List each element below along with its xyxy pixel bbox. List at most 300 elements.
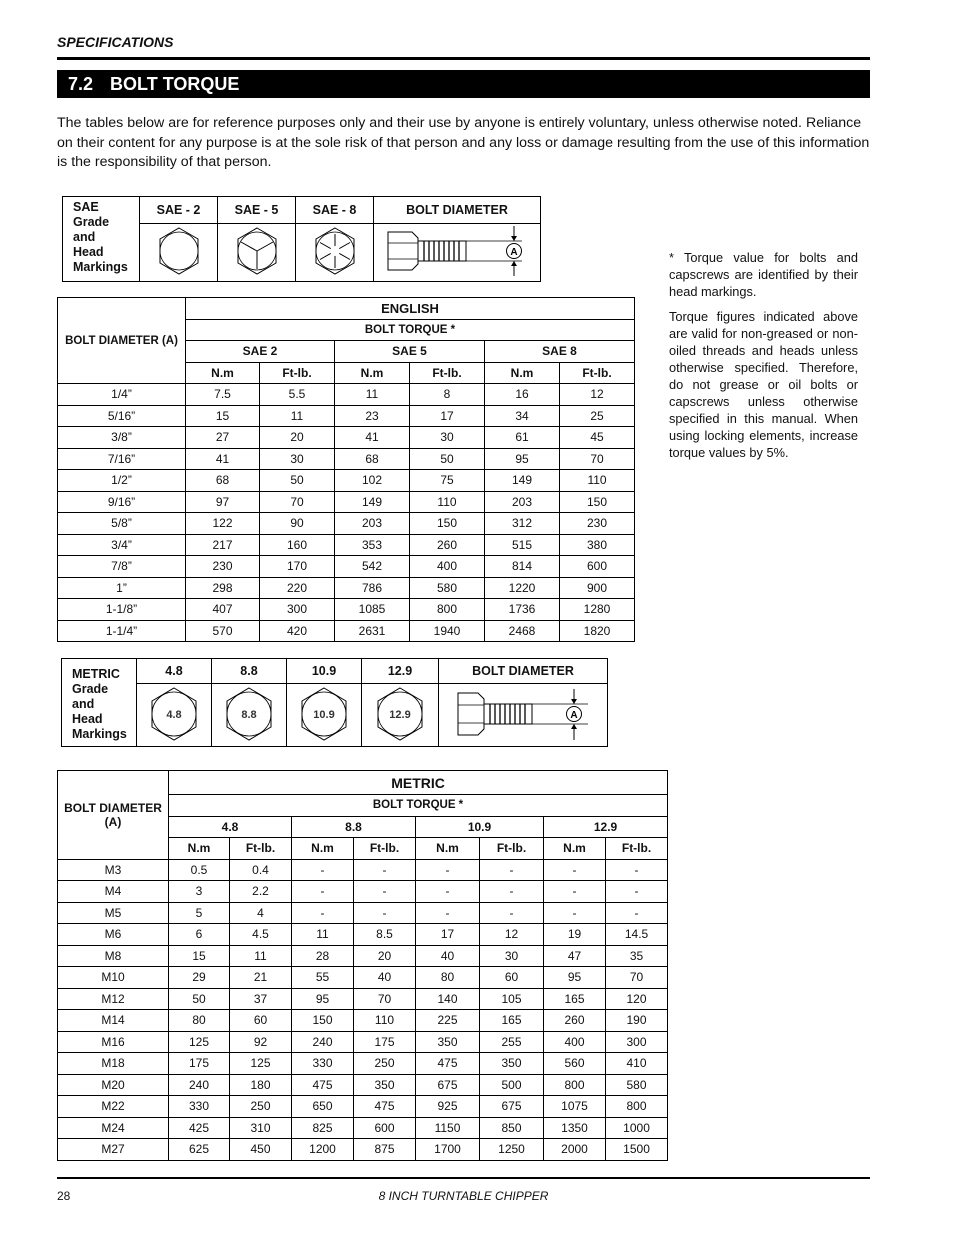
bolt-size-cell: 7/16” <box>58 448 186 470</box>
torque-cell: 27 <box>186 427 260 449</box>
unit-header: Ft-lb. <box>606 838 668 860</box>
torque-cell: 28 <box>292 945 354 967</box>
torque-cell: 1250 <box>480 1139 544 1161</box>
torque-cell: - <box>416 902 480 924</box>
torque-cell: 353 <box>335 534 410 556</box>
torque-cell: 675 <box>480 1096 544 1118</box>
grade-header: 10.9 <box>416 816 544 838</box>
torque-cell: 1075 <box>544 1096 606 1118</box>
torque-cell: 625 <box>169 1139 230 1161</box>
torque-cell: 122 <box>186 513 260 535</box>
torque-cell: - <box>416 881 480 903</box>
bolt-size-cell: 1” <box>58 577 186 599</box>
torque-cell: 475 <box>292 1074 354 1096</box>
metric-12-9-head-icon <box>362 684 439 747</box>
torque-cell: 312 <box>485 513 560 535</box>
torque-cell: - <box>354 902 416 924</box>
english-table-body <box>58 384 635 642</box>
metric-4-8-header: 4.8 <box>137 659 212 684</box>
bolt-size-cell: M27 <box>58 1139 169 1161</box>
torque-cell: 515 <box>485 534 560 556</box>
torque-cell: 23 <box>335 405 410 427</box>
bolt-size-cell: M18 <box>58 1053 169 1075</box>
torque-cell: 125 <box>169 1031 230 1053</box>
a-label: A <box>510 247 518 258</box>
torque-note-footnote: * Torque value for bolts and capscrews are identified by their head markings. <box>669 250 858 299</box>
torque-cell: - <box>354 881 416 903</box>
page-number: 28 <box>57 1189 71 1203</box>
bolt-size-cell: 5/16” <box>58 405 186 427</box>
torque-cell: 250 <box>230 1096 292 1118</box>
torque-cell: 55 <box>292 967 354 989</box>
table-row <box>58 1117 668 1139</box>
unit-header: Ft-lb. <box>480 838 544 860</box>
torque-cell: 2631 <box>335 620 410 642</box>
table-row <box>58 1010 668 1032</box>
torque-cell: - <box>544 859 606 881</box>
bolt-size-cell: M24 <box>58 1117 169 1139</box>
torque-cell: 203 <box>335 513 410 535</box>
torque-cell: 240 <box>292 1031 354 1053</box>
bolt-size-cell: 3/8” <box>58 427 186 449</box>
unit-header: Ft-lb. <box>230 838 292 860</box>
metric-group-header: METRIC <box>169 771 668 795</box>
torque-cell: 425 <box>169 1117 230 1139</box>
table-row <box>58 620 635 642</box>
grade-header: SAE 2 <box>186 341 335 363</box>
torque-cell: 814 <box>485 556 560 578</box>
torque-cell: 500 <box>480 1074 544 1096</box>
torque-cell: - <box>292 902 354 924</box>
torque-cell: - <box>480 859 544 881</box>
table-row <box>58 448 635 470</box>
metric-torque-header: BOLT TORQUE * <box>169 795 668 817</box>
torque-cell: 30 <box>480 945 544 967</box>
bolt-diameter-icon <box>374 224 541 282</box>
torque-cell: 225 <box>416 1010 480 1032</box>
torque-cell: 570 <box>186 620 260 642</box>
grade-label-line: Markings <box>73 260 128 274</box>
torque-cell: - <box>416 859 480 881</box>
torque-cell: 20 <box>354 945 416 967</box>
torque-cell: 1220 <box>485 577 560 599</box>
torque-cell: 350 <box>416 1031 480 1053</box>
torque-cell: 19 <box>544 924 606 946</box>
torque-cell: 1085 <box>335 599 410 621</box>
torque-cell: 165 <box>544 988 606 1010</box>
torque-cell: 1350 <box>544 1117 606 1139</box>
unit-header: N.m <box>544 838 606 860</box>
table-row <box>58 384 635 406</box>
torque-cell: 675 <box>416 1074 480 1096</box>
torque-cell: 175 <box>169 1053 230 1075</box>
torque-cell: 260 <box>410 534 485 556</box>
torque-cell: 68 <box>186 470 260 492</box>
torque-cell: 11 <box>292 924 354 946</box>
torque-cell: 580 <box>606 1074 668 1096</box>
grade-label-line: and <box>72 697 95 711</box>
bolt-diameter-header: BOLT DIAMETER <box>439 659 608 684</box>
torque-cell: 330 <box>169 1096 230 1118</box>
torque-cell: 90 <box>260 513 335 535</box>
table-row <box>58 599 635 621</box>
torque-cell: 255 <box>480 1031 544 1053</box>
torque-cell: - <box>292 859 354 881</box>
torque-cell: 20 <box>260 427 335 449</box>
torque-cell: 203 <box>485 491 560 513</box>
torque-cell: 300 <box>260 599 335 621</box>
grade-label-line: Head <box>73 245 104 259</box>
torque-cell: 4.5 <box>230 924 292 946</box>
torque-cell: 217 <box>186 534 260 556</box>
bolt-size-cell: M6 <box>58 924 169 946</box>
torque-cell: 542 <box>335 556 410 578</box>
torque-cell: 400 <box>410 556 485 578</box>
torque-cell: 4 <box>230 902 292 924</box>
torque-cell: 8.5 <box>354 924 416 946</box>
torque-cell: 2468 <box>485 620 560 642</box>
torque-cell: 150 <box>560 491 635 513</box>
torque-cell: 875 <box>354 1139 416 1161</box>
a-label: A <box>570 709 578 721</box>
english-group-header: ENGLISH <box>186 298 635 320</box>
sae-8-head-icon <box>296 224 374 282</box>
footer-rule <box>57 1177 870 1179</box>
torque-cell: 105 <box>480 988 544 1010</box>
grade-header: 4.8 <box>169 816 292 838</box>
torque-cell: - <box>354 859 416 881</box>
bolt-size-cell: 9/16” <box>58 491 186 513</box>
torque-cell: 6 <box>169 924 230 946</box>
torque-cell: 1000 <box>606 1117 668 1139</box>
unit-header: N.m <box>186 362 260 384</box>
sae-grade-label <box>63 197 140 282</box>
grade-label-line: Grade <box>73 215 110 229</box>
torque-cell: 230 <box>560 513 635 535</box>
table-row <box>58 556 635 578</box>
torque-cell: 190 <box>606 1010 668 1032</box>
table-row <box>58 491 635 513</box>
table-row <box>58 967 668 989</box>
metric-10-9-header: 10.9 <box>287 659 362 684</box>
torque-cell: 350 <box>354 1074 416 1096</box>
grade-label-line: SAE <box>73 200 99 214</box>
section-number: 7.2 <box>68 74 94 94</box>
torque-cell: 800 <box>410 599 485 621</box>
torque-cell: 165 <box>480 1010 544 1032</box>
torque-cell: 110 <box>354 1010 416 1032</box>
metric-8-8-head-icon <box>212 684 287 747</box>
metric-10-9-head-icon <box>287 684 362 747</box>
torque-cell: 170 <box>260 556 335 578</box>
sae-5-head-icon <box>218 224 296 282</box>
table-row <box>58 1139 668 1161</box>
bolt-size-cell: M20 <box>58 1074 169 1096</box>
table-row <box>58 405 635 427</box>
bolt-size-cell: 1-1/8” <box>58 599 186 621</box>
table-row <box>58 988 668 1010</box>
sae-5-header: SAE - 5 <box>218 197 296 224</box>
bolt-size-cell: 3/4” <box>58 534 186 556</box>
torque-cell: 15 <box>186 405 260 427</box>
torque-cell: 475 <box>354 1096 416 1118</box>
torque-cell: 2.2 <box>230 881 292 903</box>
table-row <box>58 513 635 535</box>
bolt-size-cell: M5 <box>58 902 169 924</box>
torque-cell: 350 <box>480 1053 544 1075</box>
bolt-size-cell: M14 <box>58 1010 169 1032</box>
table-row <box>58 902 668 924</box>
table-row <box>58 1096 668 1118</box>
torque-cell: 95 <box>544 967 606 989</box>
bolt-diameter-icon <box>439 684 608 747</box>
torque-cell: 3 <box>169 881 230 903</box>
torque-cell: 11 <box>230 945 292 967</box>
english-torque-table <box>57 297 635 642</box>
metric-table-body <box>58 859 668 1160</box>
bolt-size-cell: M12 <box>58 988 169 1010</box>
torque-cell: 0.4 <box>230 859 292 881</box>
torque-cell: 60 <box>480 967 544 989</box>
torque-cell: 15 <box>169 945 230 967</box>
torque-cell: 97 <box>186 491 260 513</box>
grade-label-line: Markings <box>72 727 127 741</box>
torque-cell: 580 <box>410 577 485 599</box>
torque-cell: 17 <box>416 924 480 946</box>
head-mark: 8.8 <box>241 708 257 721</box>
sae-8-header: SAE - 8 <box>296 197 374 224</box>
torque-cell: 125 <box>230 1053 292 1075</box>
grade-header: SAE 8 <box>485 341 635 363</box>
torque-cell: 1940 <box>410 620 485 642</box>
torque-cell: 900 <box>560 577 635 599</box>
torque-cell: 68 <box>335 448 410 470</box>
torque-cell: 17 <box>410 405 485 427</box>
torque-cell: 37 <box>230 988 292 1010</box>
torque-cell: 110 <box>410 491 485 513</box>
torque-cell: - <box>544 881 606 903</box>
bolt-size-cell: 7/8” <box>58 556 186 578</box>
torque-cell: 60 <box>230 1010 292 1032</box>
unit-header: Ft-lb. <box>260 362 335 384</box>
torque-cell: 650 <box>292 1096 354 1118</box>
torque-cell: 120 <box>606 988 668 1010</box>
bolt-size-cell: M10 <box>58 967 169 989</box>
metric-row-header: BOLT DIAMETER (A) <box>58 771 169 860</box>
bolt-size-cell: 1/4” <box>58 384 186 406</box>
torque-cell: 8 <box>410 384 485 406</box>
torque-cell: 7.5 <box>186 384 260 406</box>
torque-cell: 95 <box>485 448 560 470</box>
torque-cell: 5 <box>169 902 230 924</box>
header-rule <box>57 57 870 60</box>
torque-cell: 14.5 <box>606 924 668 946</box>
grade-label-line: Grade <box>72 682 109 696</box>
torque-cell: 160 <box>260 534 335 556</box>
torque-cell: 11 <box>335 384 410 406</box>
bolt-diameter-header: BOLT DIAMETER <box>374 197 541 224</box>
torque-cell: 0.5 <box>169 859 230 881</box>
torque-cell: 150 <box>410 513 485 535</box>
torque-cell: 800 <box>606 1096 668 1118</box>
torque-cell: 420 <box>260 620 335 642</box>
table-row <box>58 881 668 903</box>
torque-cell: 786 <box>335 577 410 599</box>
torque-cell: 5.5 <box>260 384 335 406</box>
torque-cell: 300 <box>606 1031 668 1053</box>
section-title: BOLT TORQUE <box>110 74 240 94</box>
bolt-size-cell: 1-1/4” <box>58 620 186 642</box>
torque-cell: 850 <box>480 1117 544 1139</box>
unit-header: Ft-lb. <box>354 838 416 860</box>
unit-header: N.m <box>485 362 560 384</box>
torque-cell: 180 <box>230 1074 292 1096</box>
bolt-size-cell: M16 <box>58 1031 169 1053</box>
torque-cell: 800 <box>544 1074 606 1096</box>
torque-cell: 150 <box>292 1010 354 1032</box>
torque-cell: - <box>544 902 606 924</box>
torque-cell: 140 <box>416 988 480 1010</box>
sae-2-head-icon <box>140 224 218 282</box>
torque-cell: 12 <box>560 384 635 406</box>
section-header: SPECIFICATIONS <box>57 34 174 50</box>
torque-cell: 230 <box>186 556 260 578</box>
torque-cell: 475 <box>416 1053 480 1075</box>
grade-header: 8.8 <box>292 816 416 838</box>
torque-cell: 1736 <box>485 599 560 621</box>
torque-cell: 925 <box>416 1096 480 1118</box>
table-row <box>58 945 668 967</box>
torque-cell: 1150 <box>416 1117 480 1139</box>
torque-cell: 298 <box>186 577 260 599</box>
torque-cell: 560 <box>544 1053 606 1075</box>
torque-cell: 70 <box>560 448 635 470</box>
unit-header: Ft-lb. <box>560 362 635 384</box>
torque-cell: 12 <box>480 924 544 946</box>
grade-label-line: METRIC <box>72 667 120 681</box>
torque-cell: - <box>292 881 354 903</box>
torque-note-body: Torque figures indicated above are valid for non-greased or non-oiled threads and heads unless otherwise specified. Therefore, do not grease or oil bolts or capscrews unless otherwise specified in this manual. When using locking elements, increase torque values by 5%. <box>669 309 858 460</box>
torque-cell: 310 <box>230 1117 292 1139</box>
table-row <box>58 859 668 881</box>
torque-cell: 1700 <box>416 1139 480 1161</box>
torque-cell: 2000 <box>544 1139 606 1161</box>
torque-cell: 16 <box>485 384 560 406</box>
torque-cell: 30 <box>260 448 335 470</box>
bolt-size-cell: M3 <box>58 859 169 881</box>
unit-header: N.m <box>416 838 480 860</box>
torque-note <box>669 249 858 469</box>
unit-header: N.m <box>292 838 354 860</box>
torque-cell: 600 <box>354 1117 416 1139</box>
metric-markings-table <box>61 658 608 747</box>
torque-cell: 47 <box>544 945 606 967</box>
torque-cell: 407 <box>186 599 260 621</box>
sae-2-header: SAE - 2 <box>140 197 218 224</box>
bolt-size-cell: M4 <box>58 881 169 903</box>
grade-label-line: and <box>73 230 96 244</box>
torque-cell: - <box>480 902 544 924</box>
torque-cell: 220 <box>260 577 335 599</box>
table-row <box>58 470 635 492</box>
grade-label-line: Head <box>72 712 103 726</box>
torque-cell: 50 <box>169 988 230 1010</box>
sae-markings-table <box>62 196 541 282</box>
torque-cell: 1500 <box>606 1139 668 1161</box>
english-torque-header: BOLT TORQUE * <box>186 319 635 341</box>
torque-cell: 250 <box>354 1053 416 1075</box>
torque-cell: 825 <box>292 1117 354 1139</box>
bolt-size-cell: M22 <box>58 1096 169 1118</box>
english-row-header: BOLT DIAMETER (A) <box>58 298 186 384</box>
grade-header: SAE 5 <box>335 341 485 363</box>
torque-cell: 149 <box>485 470 560 492</box>
torque-cell: 1820 <box>560 620 635 642</box>
torque-cell: 35 <box>606 945 668 967</box>
torque-cell: 11 <box>260 405 335 427</box>
unit-header: N.m <box>169 838 230 860</box>
section-title-bar <box>57 70 870 98</box>
torque-cell: 70 <box>606 967 668 989</box>
table-row <box>58 1053 668 1075</box>
metric-12-9-header: 12.9 <box>362 659 439 684</box>
torque-cell: 30 <box>410 427 485 449</box>
torque-cell: 75 <box>410 470 485 492</box>
torque-cell: 41 <box>335 427 410 449</box>
torque-cell: 41 <box>186 448 260 470</box>
torque-cell: 450 <box>230 1139 292 1161</box>
torque-cell: 95 <box>292 988 354 1010</box>
torque-cell: 380 <box>560 534 635 556</box>
bolt-size-cell: 5/8” <box>58 513 186 535</box>
metric-torque-table <box>57 770 668 1161</box>
metric-8-8-header: 8.8 <box>212 659 287 684</box>
head-mark: 10.9 <box>313 708 335 721</box>
torque-cell: 70 <box>260 491 335 513</box>
grade-header: 12.9 <box>544 816 668 838</box>
torque-cell: 40 <box>416 945 480 967</box>
bolt-size-cell: M8 <box>58 945 169 967</box>
torque-cell: - <box>606 881 668 903</box>
torque-cell: 25 <box>560 405 635 427</box>
torque-cell: 110 <box>560 470 635 492</box>
table-row <box>58 427 635 449</box>
torque-cell: - <box>606 859 668 881</box>
torque-cell: 240 <box>169 1074 230 1096</box>
torque-cell: 400 <box>544 1031 606 1053</box>
torque-cell: 330 <box>292 1053 354 1075</box>
table-row <box>58 577 635 599</box>
unit-header: N.m <box>335 362 410 384</box>
table-row <box>58 534 635 556</box>
head-mark: 12.9 <box>389 708 411 721</box>
torque-cell: 50 <box>260 470 335 492</box>
unit-header: Ft-lb. <box>410 362 485 384</box>
torque-cell: 600 <box>560 556 635 578</box>
torque-cell: 61 <box>485 427 560 449</box>
torque-cell: 45 <box>560 427 635 449</box>
torque-cell: 80 <box>416 967 480 989</box>
torque-cell: 1200 <box>292 1139 354 1161</box>
metric-4-8-head-icon <box>137 684 212 747</box>
torque-cell: 80 <box>169 1010 230 1032</box>
torque-cell: 70 <box>354 988 416 1010</box>
torque-cell: 102 <box>335 470 410 492</box>
torque-cell: - <box>606 902 668 924</box>
table-row <box>58 924 668 946</box>
torque-cell: 50 <box>410 448 485 470</box>
torque-cell: 29 <box>169 967 230 989</box>
